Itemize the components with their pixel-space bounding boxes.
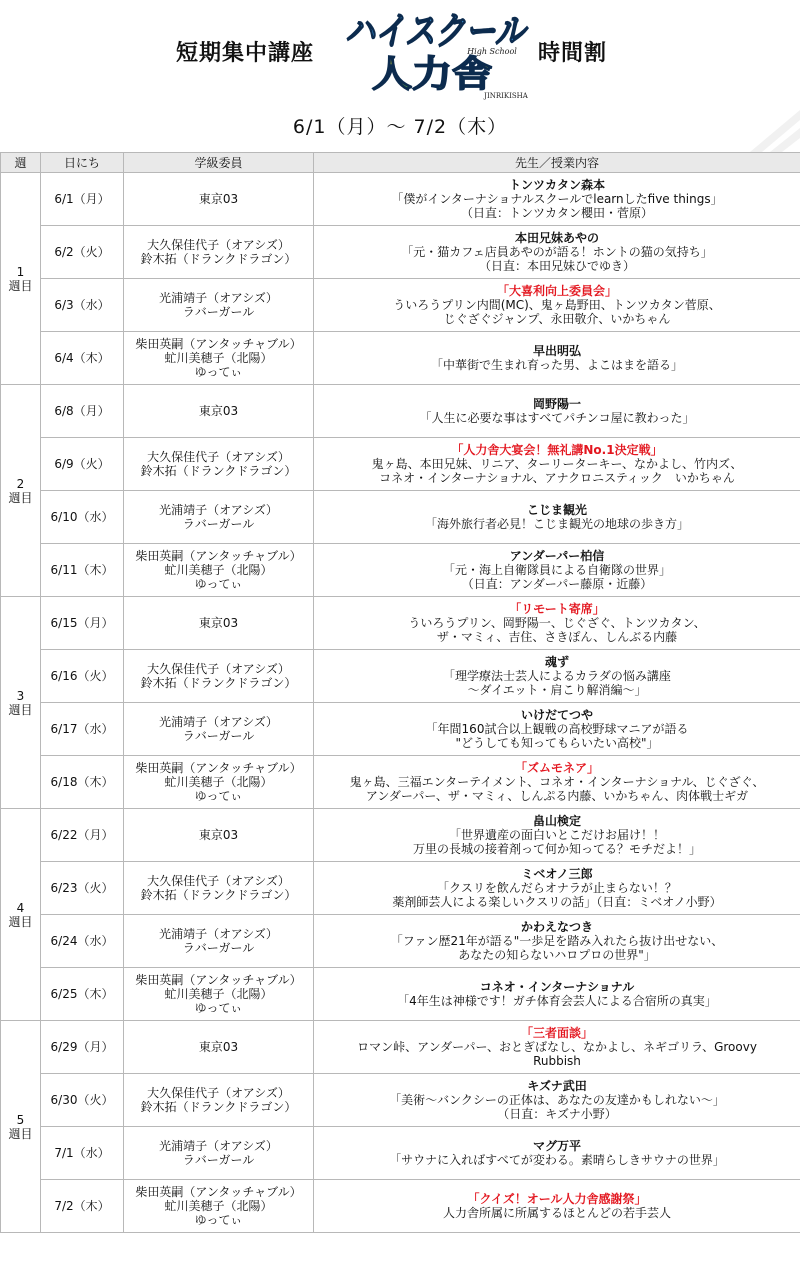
table-row bbox=[1, 1127, 800, 1180]
lesson-description: ザ・マミィ、吉住、さきぽん、しんぶる内藤 bbox=[436, 630, 678, 644]
content-cell bbox=[314, 173, 800, 226]
date-cell: 7/2（木） bbox=[41, 1180, 124, 1233]
teacher-name: いけだてつや bbox=[520, 708, 593, 722]
committee-cell bbox=[124, 968, 314, 1021]
committee-member: 柴田英嗣（アンタッチャブル） bbox=[135, 973, 302, 987]
content-cell bbox=[314, 597, 800, 650]
content-cell bbox=[314, 1021, 800, 1074]
committee-member: ゆってぃ bbox=[194, 1213, 243, 1227]
committee-member: 東京03 bbox=[198, 1040, 239, 1054]
committee-member: 鈴木拓（ドランクドラゴン） bbox=[140, 464, 297, 478]
teacher-name: マグ万平 bbox=[532, 1139, 581, 1153]
table-row bbox=[1, 1074, 800, 1127]
committee-cell bbox=[124, 544, 314, 597]
table-row bbox=[1, 491, 800, 544]
event-title: 「クイズ！オール人力舎感謝祭」 bbox=[467, 1192, 647, 1206]
week-cell bbox=[1, 1021, 41, 1233]
committee-member: 東京03 bbox=[198, 828, 239, 842]
page-title-left: 短期集中講座 bbox=[176, 41, 315, 66]
committee-member: ゆってぃ bbox=[194, 789, 243, 803]
corner-stripes-decoration bbox=[730, 92, 800, 152]
lesson-description: 「年間160試合以上観戦の高校野球マニアが語る bbox=[425, 722, 689, 736]
logo-sub-en: High School bbox=[467, 47, 517, 56]
week-suffix: 週目 bbox=[8, 914, 33, 929]
lesson-description: 「クスリを飲んだらオナラが止まらない！？ bbox=[437, 881, 677, 895]
committee-cell bbox=[124, 597, 314, 650]
week-suffix: 週目 bbox=[8, 278, 33, 293]
lesson-description: じぐざぐジャンプ、永田敬介、いかちゃん bbox=[443, 312, 671, 326]
lesson-description: 「人生に必要な事はすべてパチンコ屋に教わった」 bbox=[419, 411, 695, 425]
teacher-name: こじま観光 bbox=[526, 503, 587, 517]
week-cell bbox=[1, 597, 41, 809]
date-cell: 6/18（木） bbox=[41, 756, 124, 809]
table-row bbox=[1, 650, 800, 703]
committee-member: 虻川美穂子（北陽） bbox=[164, 1199, 273, 1213]
content-cell bbox=[314, 226, 800, 279]
teacher-name: 早出明弘 bbox=[532, 344, 581, 358]
content-cell bbox=[314, 756, 800, 809]
table-row bbox=[1, 332, 800, 385]
committee-cell bbox=[124, 385, 314, 438]
week-suffix: 週目 bbox=[8, 490, 33, 505]
teacher-name: コネオ・インターナショナル bbox=[479, 980, 635, 994]
week-number: 2 bbox=[16, 476, 25, 491]
date-cell: 6/15（月） bbox=[41, 597, 124, 650]
committee-cell bbox=[124, 332, 314, 385]
table-row bbox=[1, 1180, 800, 1233]
committee-member: 鈴木拓（ドランクドラゴン） bbox=[140, 888, 297, 902]
date-cell: 6/29（月） bbox=[41, 1021, 124, 1074]
committee-cell bbox=[124, 650, 314, 703]
committee-member: 東京03 bbox=[198, 192, 239, 206]
column-header-content: 先生／授業内容 bbox=[314, 153, 800, 173]
lesson-description: Rubbish bbox=[533, 1054, 581, 1068]
content-cell bbox=[314, 332, 800, 385]
committee-member: 柴田英嗣（アンタッチャブル） bbox=[135, 761, 302, 775]
lesson-description: "どうしても知ってもらいたい高校"」 bbox=[455, 736, 659, 750]
event-title: 「大喜利向上委員会」 bbox=[496, 284, 617, 298]
date-cell: 6/24（水） bbox=[41, 915, 124, 968]
table-row bbox=[1, 544, 800, 597]
teacher-name: ミベオノ三郎 bbox=[521, 867, 593, 881]
committee-cell bbox=[124, 703, 314, 756]
committee-member: 虻川美穂子（北陽） bbox=[164, 351, 273, 365]
lesson-description: アンダーパー、ザ・マミィ、しんぷる内藤、いかちゃん、肉体戦士ギガ bbox=[365, 789, 749, 803]
week-cell bbox=[1, 809, 41, 1021]
committee-cell bbox=[124, 438, 314, 491]
event-title: 「三者面談」 bbox=[520, 1026, 593, 1040]
date-cell: 6/25（木） bbox=[41, 968, 124, 1021]
lesson-description: 鬼ヶ島、本田兄妹、リニア、ターリーターキー、なかよし、竹内ズ、 bbox=[371, 457, 743, 471]
lesson-description: 万里の長城の接着剤って何か知ってる？モチだよ！」 bbox=[412, 842, 701, 856]
lesson-description: 薬剤師芸人による楽しいクスリの話」（日直：ミベオノ小野） bbox=[392, 895, 722, 909]
week-cell bbox=[1, 385, 41, 597]
committee-member: 光浦靖子（オアシズ） bbox=[159, 1139, 278, 1153]
table-row bbox=[1, 226, 800, 279]
committee-member: 柴田英嗣（アンタッチャブル） bbox=[135, 1185, 302, 1199]
lesson-description: コネオ・インターナショナル、アナクロニスティック いかちゃん bbox=[379, 471, 735, 485]
content-cell bbox=[314, 1180, 800, 1233]
date-cell: 6/22（月） bbox=[41, 809, 124, 862]
committee-member: 光浦靖子（オアシズ） bbox=[159, 715, 278, 729]
committee-member: 柴田英嗣（アンタッチャブル） bbox=[135, 549, 302, 563]
committee-member: 東京03 bbox=[198, 404, 239, 418]
committee-member: 鈴木拓（ドランクドラゴン） bbox=[140, 252, 297, 266]
lesson-description: 「サウナに入ればすべてが変わる。素晴らしきサウナの世界」 bbox=[389, 1153, 725, 1167]
lesson-description: 人力舎所属に所属するほとんどの若手芸人 bbox=[442, 1206, 671, 1220]
date-cell: 6/30（火） bbox=[41, 1074, 124, 1127]
teacher-name: トンツカタン森本 bbox=[508, 178, 605, 192]
logo-sub-roman: JINRIKISHA bbox=[484, 92, 528, 100]
table-row bbox=[1, 385, 800, 438]
committee-member: ラバーガール bbox=[182, 729, 255, 743]
lesson-description: ロマン峠、アンダーパー、おとぎばなし、なかよし、ネギゴリラ、Groovy bbox=[357, 1040, 757, 1054]
committee-member: 柴田英嗣（アンタッチャブル） bbox=[135, 337, 302, 351]
content-cell bbox=[314, 385, 800, 438]
week-suffix: 週目 bbox=[8, 1126, 33, 1141]
committee-cell bbox=[124, 915, 314, 968]
content-cell bbox=[314, 650, 800, 703]
teacher-name: アンダーパー柏信 bbox=[509, 549, 605, 563]
table-row bbox=[1, 862, 800, 915]
high-school-jinrikisha-logo bbox=[340, 2, 530, 102]
committee-member: ゆってぃ bbox=[194, 365, 243, 379]
table-header-row bbox=[1, 153, 800, 173]
week-number: 1 bbox=[16, 264, 25, 279]
content-cell bbox=[314, 862, 800, 915]
table-row bbox=[1, 1021, 800, 1074]
teacher-name: 岡野陽一 bbox=[532, 397, 581, 411]
committee-member: 東京03 bbox=[198, 616, 239, 630]
lesson-description: 「僕がインターナショナルスクールでlearnしたfive things」 bbox=[391, 192, 723, 206]
committee-member: 鈴木拓（ドランクドラゴン） bbox=[140, 676, 297, 690]
committee-member: ラバーガール bbox=[182, 517, 255, 531]
lesson-description: 「世界遺産の面白いとこだけお届け！！ bbox=[448, 828, 665, 842]
content-cell bbox=[314, 968, 800, 1021]
committee-cell bbox=[124, 809, 314, 862]
lesson-description: ういろうプリン、岡野陽一、じぐざぐ、トンツカタン、 bbox=[408, 616, 706, 630]
committee-member: 光浦靖子（オアシズ） bbox=[159, 927, 278, 941]
committee-cell bbox=[124, 173, 314, 226]
committee-member: 大久保佳代子（オアシズ） bbox=[147, 874, 290, 888]
content-cell bbox=[314, 544, 800, 597]
date-range: 6/1（月）～ 7/2（木） bbox=[292, 116, 508, 138]
teacher-name: 畠山検定 bbox=[532, 814, 581, 828]
committee-cell bbox=[124, 1127, 314, 1180]
committee-cell bbox=[124, 862, 314, 915]
date-cell: 6/2（火） bbox=[41, 226, 124, 279]
committee-member: 大久保佳代子（オアシズ） bbox=[147, 1086, 290, 1100]
table-row bbox=[1, 279, 800, 332]
committee-cell bbox=[124, 491, 314, 544]
table-row bbox=[1, 438, 800, 491]
lesson-description: （日直：本田兄妹ひでゆき） bbox=[478, 259, 635, 273]
content-cell bbox=[314, 703, 800, 756]
committee-member: 虻川美穂子（北陽） bbox=[164, 563, 273, 577]
committee-member: ゆってぃ bbox=[194, 577, 243, 591]
committee-cell bbox=[124, 1180, 314, 1233]
table-row bbox=[1, 809, 800, 862]
content-cell bbox=[314, 809, 800, 862]
page-title-right: 時間割 bbox=[538, 41, 608, 66]
lesson-description: 「元・猫カフェ店員あやのが語る！ホントの猫の気持ち」 bbox=[401, 245, 713, 259]
date-cell: 6/10（水） bbox=[41, 491, 124, 544]
committee-member: ゆってぃ bbox=[194, 1001, 243, 1015]
committee-member: 大久保佳代子（オアシズ） bbox=[147, 238, 290, 252]
teacher-name: キズナ武田 bbox=[527, 1079, 587, 1093]
lesson-description: 「元・海上自衛隊員による自衛隊の世界」 bbox=[442, 563, 671, 577]
table-row bbox=[1, 703, 800, 756]
teacher-name: かわえなつき bbox=[520, 920, 593, 934]
lesson-description: 鬼ヶ島、三福エンターテイメント、コネオ・インターナショナル、じぐざぐ、 bbox=[349, 775, 765, 789]
date-cell: 6/8（月） bbox=[41, 385, 124, 438]
date-cell: 6/3（水） bbox=[41, 279, 124, 332]
schedule-table bbox=[0, 152, 800, 1233]
lesson-description: あなたの知らないハロプロの世界"」 bbox=[458, 948, 656, 962]
date-cell: 7/1（水） bbox=[41, 1127, 124, 1180]
lesson-description: 「中華街で生まれ育った男、よこはまを語る」 bbox=[430, 358, 683, 372]
content-cell bbox=[314, 1127, 800, 1180]
table-row bbox=[1, 756, 800, 809]
table-row bbox=[1, 173, 800, 226]
committee-member: 鈴木拓（ドランクドラゴン） bbox=[140, 1100, 297, 1114]
lesson-description: 「美術～バンクシーの正体は、あなたの友達かもしれない～」 bbox=[389, 1093, 725, 1107]
date-cell: 6/11（木） bbox=[41, 544, 124, 597]
content-cell bbox=[314, 491, 800, 544]
date-cell: 6/4（木） bbox=[41, 332, 124, 385]
lesson-description: （日直：キズナ小野） bbox=[497, 1107, 617, 1121]
committee-member: 大久保佳代子（オアシズ） bbox=[147, 662, 290, 676]
committee-cell bbox=[124, 756, 314, 809]
event-title: 「人力舎大宴会！無礼講No.1決定戦」 bbox=[451, 443, 663, 457]
teacher-name: 魂ず bbox=[544, 655, 569, 669]
column-header-committee: 学級委員 bbox=[124, 153, 314, 173]
content-cell bbox=[314, 915, 800, 968]
committee-member: 光浦靖子（オアシズ） bbox=[159, 291, 278, 305]
week-number: 5 bbox=[16, 1112, 25, 1127]
logo-line2: 人力舎 bbox=[372, 54, 492, 95]
content-cell bbox=[314, 279, 800, 332]
lesson-description: ういろうプリン内間(MC)、鬼ヶ島野田、トンツカタン菅原、 bbox=[393, 298, 721, 312]
table-row bbox=[1, 597, 800, 650]
column-header-week: 週 bbox=[1, 153, 41, 173]
event-title: 「リモート寄席」 bbox=[509, 602, 605, 616]
lesson-description: （日直：トンツカタン櫻田・菅原） bbox=[460, 206, 653, 220]
table-row bbox=[1, 915, 800, 968]
content-cell bbox=[314, 1074, 800, 1127]
content-cell bbox=[314, 438, 800, 491]
lesson-description: 「理学療法士芸人によるカラダの悩み講座 bbox=[443, 669, 671, 683]
column-header-date: 日にち bbox=[41, 153, 124, 173]
teacher-name: 本田兄妹あやの bbox=[514, 231, 599, 245]
committee-member: 光浦靖子（オアシズ） bbox=[159, 503, 278, 517]
week-number: 4 bbox=[16, 900, 25, 915]
date-cell: 6/1（月） bbox=[41, 173, 124, 226]
lesson-description: （日直：アンダーパー藤原・近藤） bbox=[461, 577, 653, 591]
committee-member: ラバーガール bbox=[182, 941, 255, 955]
committee-member: ラバーガール bbox=[182, 1153, 255, 1167]
date-cell: 6/17（水） bbox=[41, 703, 124, 756]
committee-member: ラバーガール bbox=[182, 305, 255, 319]
page-header bbox=[0, 0, 800, 150]
lesson-description: 「海外旅行者必見！こじま観光の地球の歩き方」 bbox=[424, 517, 689, 531]
event-title: 「ズムモネア」 bbox=[514, 761, 599, 775]
committee-member: 大久保佳代子（オアシズ） bbox=[147, 450, 290, 464]
date-cell: 6/16（火） bbox=[41, 650, 124, 703]
week-number: 3 bbox=[16, 688, 25, 703]
lesson-description: ～ダイエット・肩こり解消編～」 bbox=[467, 683, 647, 697]
logo-line1: ハイスクール bbox=[345, 9, 529, 53]
committee-cell bbox=[124, 1074, 314, 1127]
committee-cell bbox=[124, 1021, 314, 1074]
week-cell bbox=[1, 173, 41, 385]
committee-cell bbox=[124, 279, 314, 332]
committee-cell bbox=[124, 226, 314, 279]
committee-member: 虻川美穂子（北陽） bbox=[164, 775, 273, 789]
lesson-description: 「4年生は神様です！ガチ体育会芸人による合宿所の真実」 bbox=[397, 994, 717, 1008]
week-suffix: 週目 bbox=[8, 702, 33, 717]
committee-member: 虻川美穂子（北陽） bbox=[164, 987, 273, 1001]
date-cell: 6/23（火） bbox=[41, 862, 124, 915]
table-row bbox=[1, 968, 800, 1021]
date-cell: 6/9（火） bbox=[41, 438, 124, 491]
lesson-description: 「ファン歴21年が語る"一歩足を踏み入れたら抜け出せない、 bbox=[390, 934, 724, 948]
